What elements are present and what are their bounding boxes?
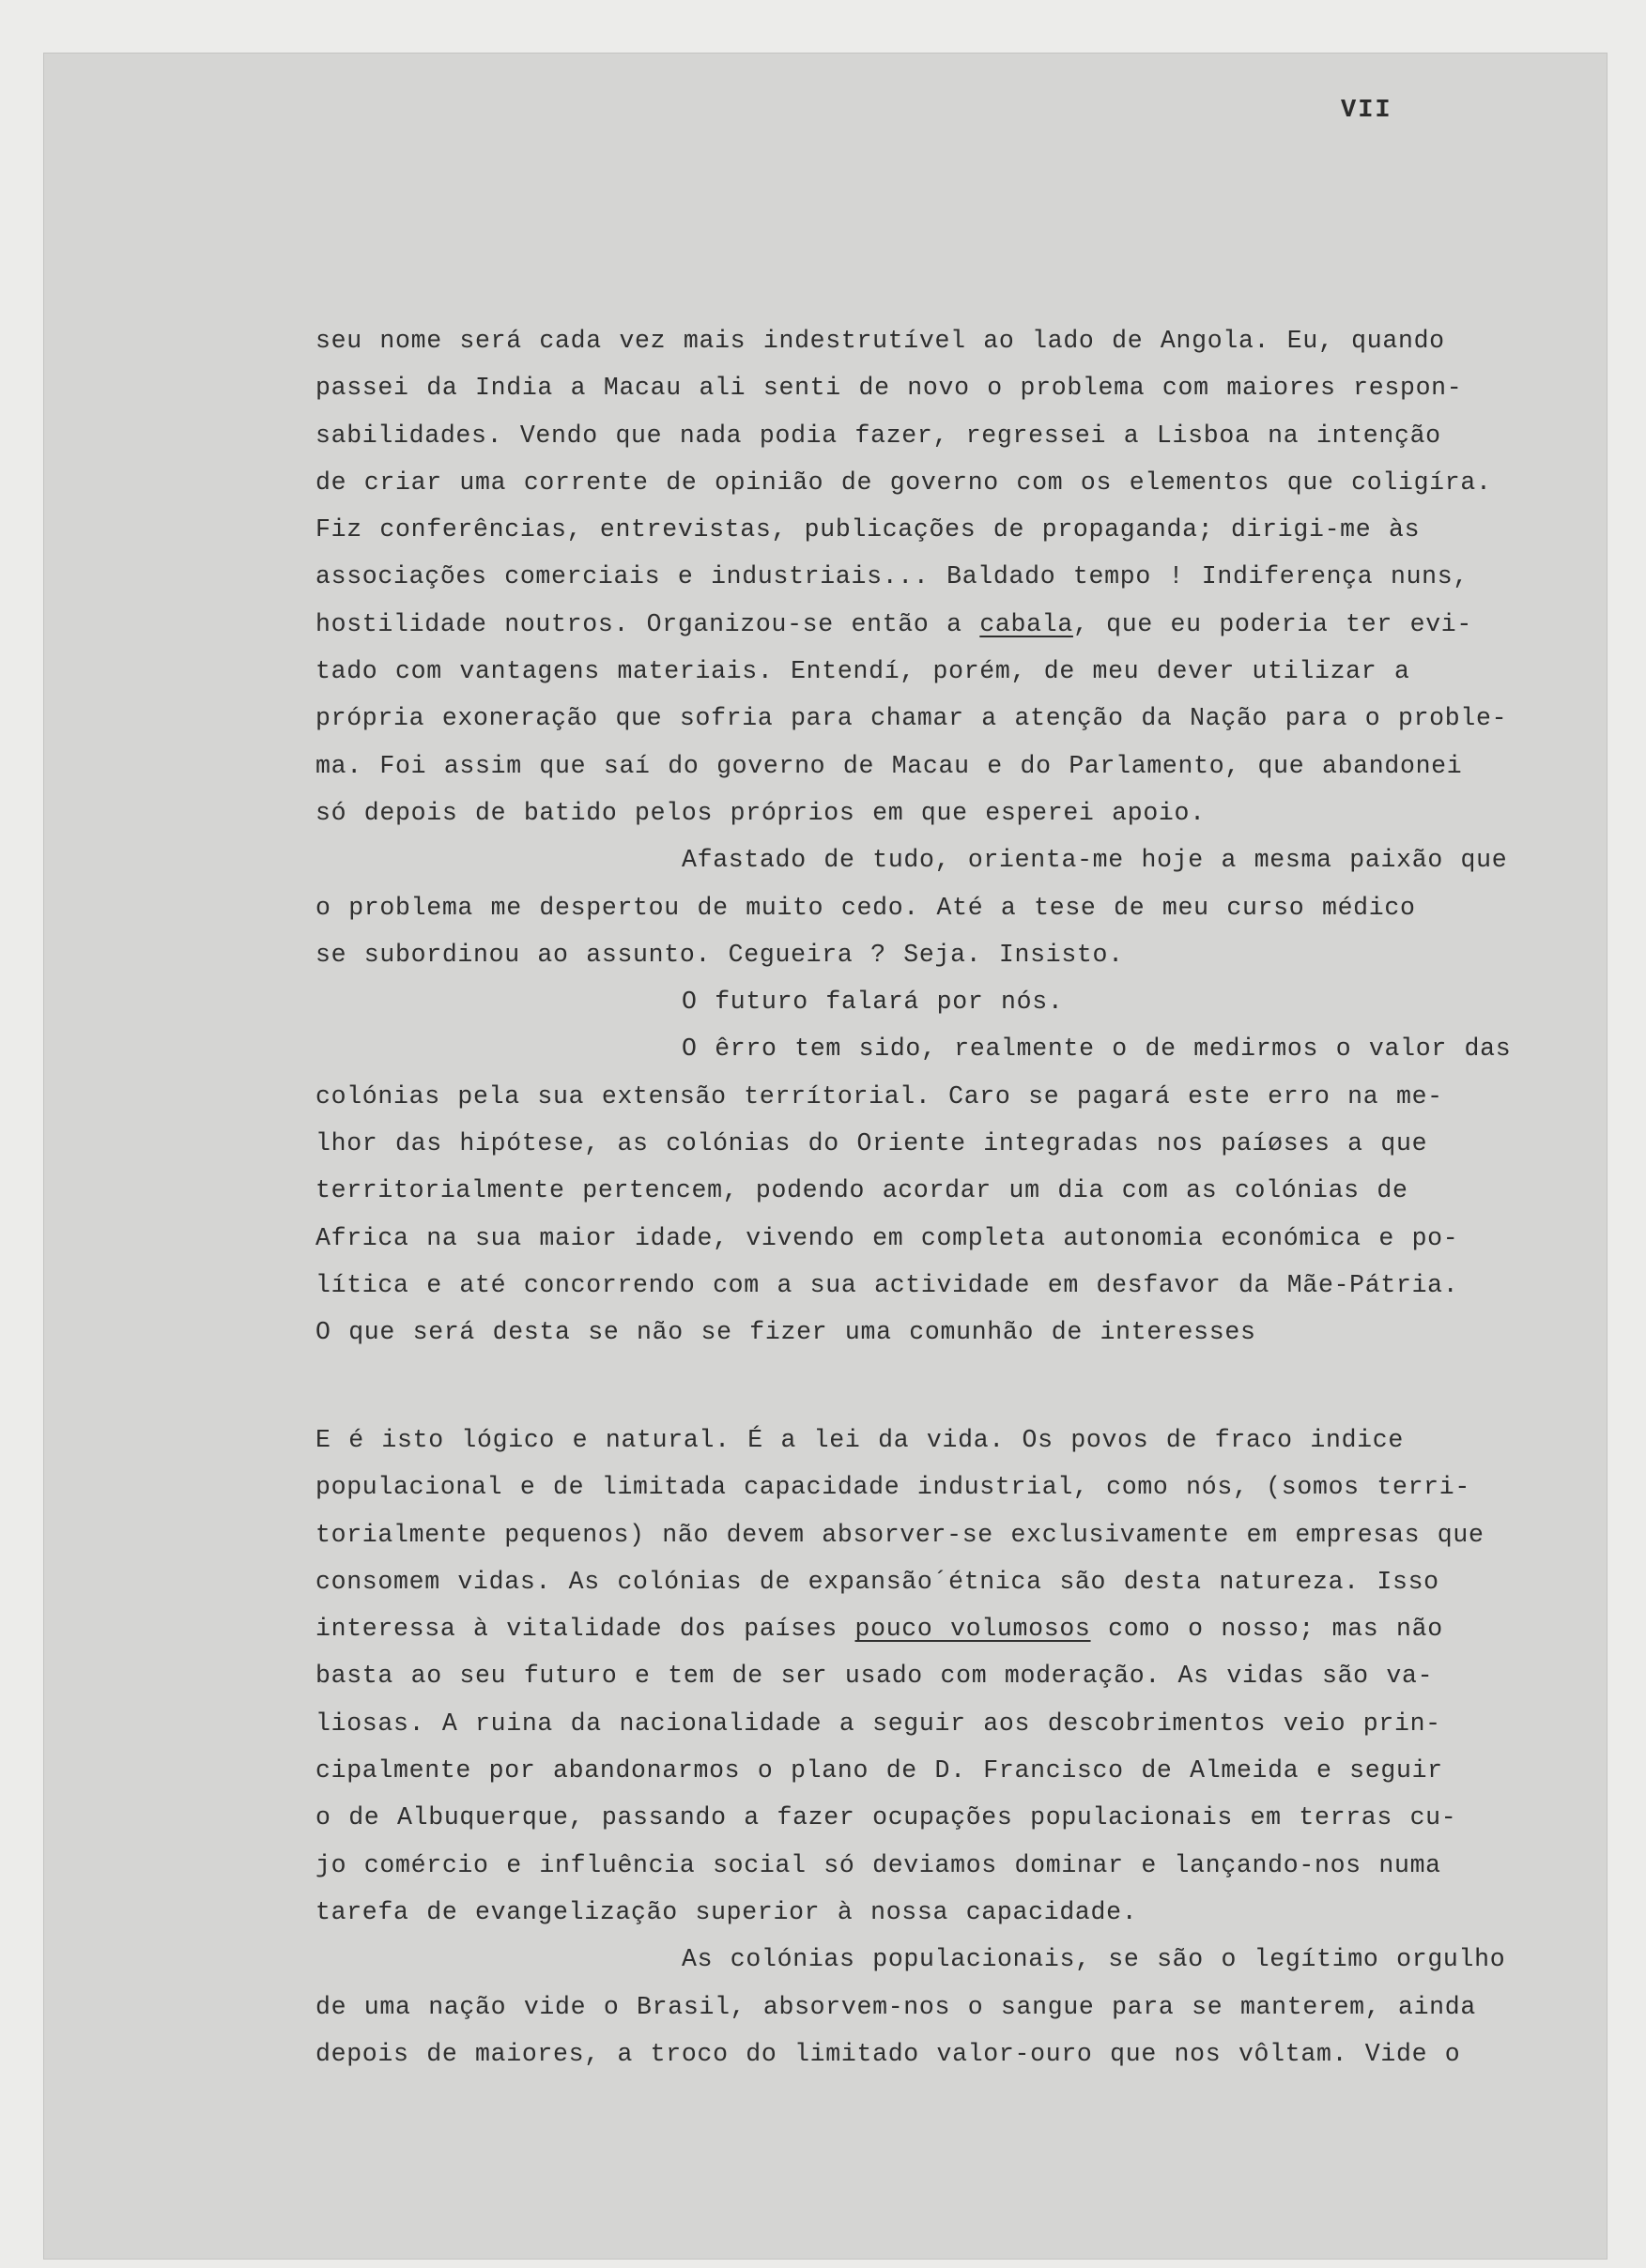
text-line: [315, 1605, 1607, 1652]
text-segment: Africa na sua maior idade, vivendo em completa autonomia económica e po-: [315, 1223, 1459, 1252]
text-segment: o problema me despertou de muito cedo. Até a tese de meu curso médico: [315, 893, 1416, 922]
text-line: [315, 1511, 1607, 1558]
underlined-phrase: pouco volumosos: [854, 1615, 1091, 1644]
text-segment: lítica e até concorrendo com a sua actividade em desfavor da Mãe-Pátria.: [315, 1270, 1459, 1299]
text-line: [315, 1747, 1607, 1794]
text-line: [315, 1167, 1607, 1214]
text-line: [315, 506, 1607, 553]
text-segment: tado com vantagens materiais. Entendí, porém, de meu dever utilizar a: [315, 657, 1410, 686]
text-segment: interessa à vitalidade dos países: [315, 1615, 855, 1644]
text-line: [315, 1215, 1607, 1262]
text-line: [315, 695, 1607, 742]
text-line: [315, 1073, 1607, 1120]
text-segment: associações comerciais e industriais... Baldado tempo ! Indiferença nuns,: [315, 562, 1469, 591]
text-line: [315, 2030, 1607, 2077]
text-segment: O êrro tem sido, realmente o de medirmos o valor das: [682, 1034, 1512, 1064]
text-line: [315, 743, 1607, 789]
text-segment: sabilidades. Vendo que nada podia fazer, regressei a Lisboa na intenção: [315, 421, 1441, 450]
text-segment: hostilidade noutros. Organizou-se então a: [315, 609, 980, 638]
text-segment: Afastado de tudo, orienta-me hoje a mesma paixão que: [682, 846, 1508, 875]
text-line: [315, 789, 1607, 836]
text-segment: jo comércio e influência social só deviamos dominar e lançando-nos numa: [315, 1850, 1441, 1879]
text-segment: depois de maiores, a troco do limitado valor-ouro que nos vôltam. Vide o: [315, 2039, 1461, 2068]
text-line: [315, 931, 1607, 978]
text-line: [315, 1025, 1607, 1072]
text-line: [315, 317, 1607, 364]
text-segment: tarefa de evangelização superior à nossa capacidade.: [315, 1897, 1138, 1926]
text-block-2: [315, 1417, 1607, 2077]
text-line: [315, 1794, 1607, 1841]
text-segment: passei da India a Macau ali senti de novo o problema com maiores respon-: [315, 374, 1463, 403]
text-segment: O que será desta se não se fizer uma comunhão de interesses: [315, 1318, 1256, 1347]
text-segment: As colónias populacionais, se são o legítimo orgulho: [682, 1945, 1506, 1974]
text-segment: o de Albuquerque, passando a fazer ocupações populacionais em terras cu-: [315, 1803, 1457, 1832]
text-segment: basta ao seu futuro e tem de ser usado com moderação. As vidas são va-: [315, 1662, 1434, 1691]
text-line: [315, 884, 1607, 931]
text-segment: colónias pela sua extensão terrítorial. Caro se pagará este erro na me-: [315, 1081, 1443, 1111]
text-line: [315, 1984, 1607, 2030]
text-line: [315, 1309, 1607, 1356]
text-line: [315, 1262, 1607, 1309]
text-line: [315, 601, 1607, 648]
text-line: [315, 364, 1607, 411]
text-segment: própria exoneração que sofria para chamar a atenção da Nação para o proble-: [315, 704, 1508, 733]
text-line: [315, 412, 1607, 459]
text-segment: de uma nação vide o Brasil, absorvem-nos o sangue para se manterem, ainda: [315, 1992, 1476, 2021]
text-line: [315, 1120, 1607, 1167]
text-segment: O futuro falará por nós.: [682, 988, 1064, 1017]
text-segment: cipalmente por abandonarmos o plano de D. Francisco de Almeida e seguir: [315, 1756, 1443, 1785]
text-segment: torialmente pequenos) não devem absorver-se exclusivamente em empresas que: [315, 1520, 1484, 1549]
text-segment: só depois de batido pelos próprios em que esperei apoio.: [315, 798, 1206, 827]
text-segment: Fiz conferências, entrevistas, publicações de propaganda; dirigi-me às: [315, 515, 1421, 544]
text-segment: territorialmente pertencem, podendo acordar um dia com as colónias de: [315, 1176, 1408, 1205]
text-line: [315, 1842, 1607, 1889]
text-segment: lhor das hipótese, as colónias do Oriente integradas nos paíøses a que: [315, 1129, 1428, 1158]
text-segment: liosas. A ruina da nacionalidade a seguir aos descobrimentos veio prin-: [315, 1709, 1441, 1738]
text-segment: ma. Foi assim que saí do governo de Macau e do Parlamento, que abandonei: [315, 751, 1463, 780]
text-block-1: [315, 317, 1607, 1356]
text-line: [315, 1700, 1607, 1747]
text-segment: seu nome será cada vez mais indestrutível ao lado de Angola. Eu, quando: [315, 327, 1445, 355]
text-line: [315, 1936, 1607, 1983]
text-line: [315, 459, 1607, 506]
text-segment: , que eu poderia ter evi-: [1072, 609, 1473, 638]
text-segment: consomem vidas. As colónias de expansão´étnica são desta natureza. Isso: [315, 1567, 1439, 1596]
page-number: VII: [1341, 97, 1392, 125]
text-line: [315, 1463, 1607, 1510]
text-segment: se subordinou ao assunto. Cegueira ? Seja. Insisto.: [315, 940, 1124, 969]
text-line: [315, 1417, 1607, 1463]
text-line: [315, 1652, 1607, 1699]
text-segment: populacional e de limitada capacidade industrial, como nós, (somos terri-: [315, 1473, 1470, 1502]
text-segment: E é isto lógico e natural. É a lei da vida. Os povos de fraco indice: [315, 1426, 1404, 1454]
text-line: [315, 1558, 1607, 1605]
text-segment: de criar uma corrente de opinião de governo com os elementos que coligíra.: [315, 467, 1492, 497]
text-line: [315, 648, 1607, 695]
text-line: [315, 553, 1607, 600]
text-segment: como o nosso; mas não: [1090, 1615, 1443, 1644]
text-line: [315, 836, 1607, 883]
text-line: [315, 978, 1607, 1025]
underlined-word: cabala: [979, 609, 1073, 638]
text-line: [315, 1889, 1607, 1936]
